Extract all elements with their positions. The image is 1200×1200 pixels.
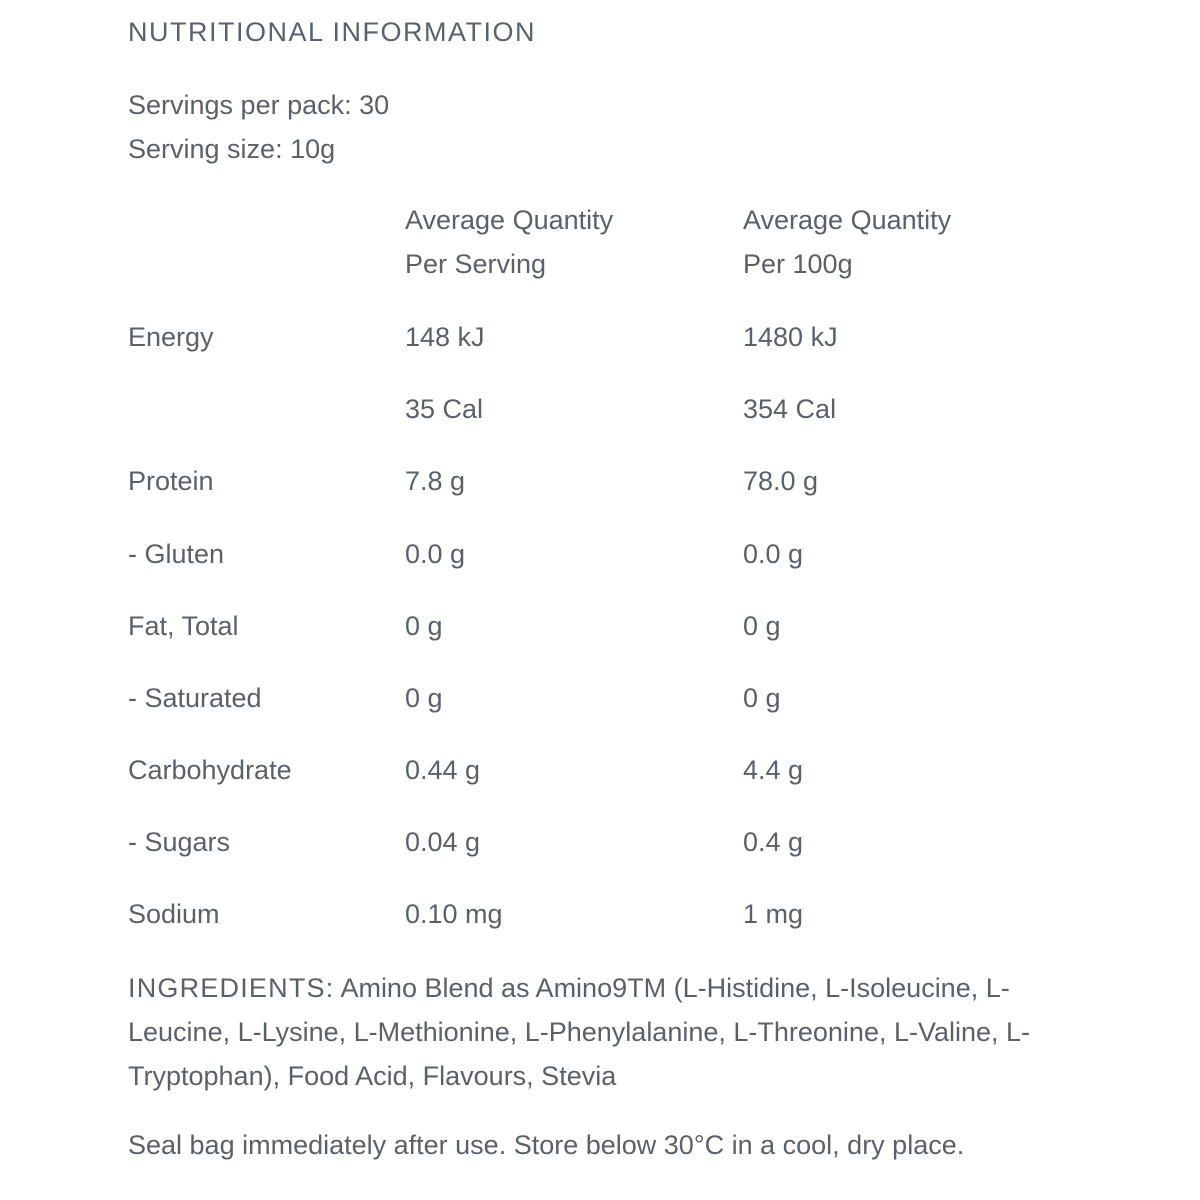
nutrient-per-100g: 1 mg [743,899,804,929]
nutrient-per-100g: 0.4 g [743,827,804,857]
page-title: NUTRITIONAL INFORMATION [128,17,536,47]
nutrient-per-100g: 354 Cal [743,394,837,424]
ingredients-text: Amino Blend as Amino9TM (L-Histidine, L-Isoleucine, L-Leucine, L-Lysine, L-Methionine, L-Phenylalanine, L-Threonine, L-Valine, L-Tryptophan), Food Acid, Flavours, Stevia [128,973,1031,1091]
nutrient-name: - Sugars [128,827,231,857]
servings-per-pack: Servings per pack: 30 [128,90,390,120]
nutrient-name: Fat, Total [128,611,239,641]
nutrient-per-100g: 78.0 g [743,466,819,496]
nutrient-per-serving: 0.44 g [405,755,481,785]
nutrient-per-100g: 4.4 g [743,755,804,785]
nutrient-per-serving: 0 g [405,611,443,641]
nutrient-name: Protein [128,466,214,496]
nutrient-per-100g: 0 g [743,611,781,641]
nutrient-name: - Gluten [128,539,225,569]
nutrient-per-serving: 0.10 mg [405,899,503,929]
nutrient-per-serving: 148 kJ [405,322,485,352]
nutrient-name: - Saturated [128,683,262,713]
nutrient-name: Sodium [128,899,220,929]
column-header-per-serving-line2: Per Serving [405,249,547,279]
nutrient-name: Carbohydrate [128,755,292,785]
column-header-per-serving-line1: Average Quantity [405,205,614,235]
nutrient-per-serving: 35 Cal [405,394,484,424]
nutrient-per-100g: 1480 kJ [743,322,838,352]
nutrient-per-serving: 0.0 g [405,539,466,569]
storage-instructions: Seal bag immediately after use. Store below 30°C in a cool, dry place. [128,1130,965,1160]
ingredients-paragraph [128,966,1068,1098]
nutrient-per-serving: 7.8 g [405,466,466,496]
serving-size: Serving size: 10g [128,134,336,164]
nutrient-per-100g: 0 g [743,683,781,713]
nutrient-name: Energy [128,322,214,352]
nutrient-per-100g: 0.0 g [743,539,804,569]
column-header-per-100g-line2: Per 100g [743,249,853,279]
nutrient-per-serving: 0.04 g [405,827,481,857]
nutrient-per-serving: 0 g [405,683,443,713]
ingredients-label: INGREDIENTS: [128,973,335,1003]
column-header-per-100g-line1: Average Quantity [743,205,952,235]
